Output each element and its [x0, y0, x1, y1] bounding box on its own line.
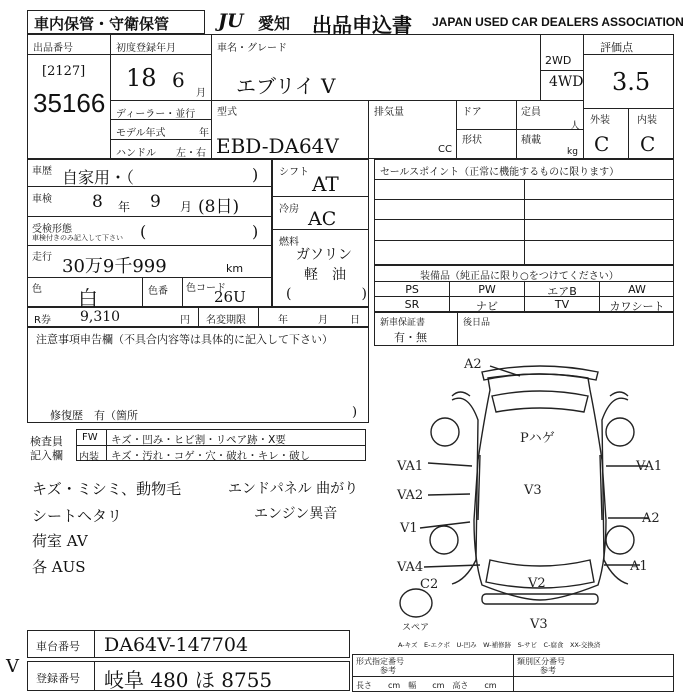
- fw-label: FW: [82, 432, 98, 443]
- note-line-1b: エンドパネル 曲がり: [228, 481, 359, 497]
- inspector-label: 検査員: [30, 435, 63, 448]
- lot-number: 35166: [33, 88, 106, 118]
- mark-a2-right: A2: [642, 511, 660, 526]
- car-name-value: エブリイ V: [236, 74, 336, 98]
- acceptance-label: 受検形態: [32, 224, 72, 235]
- mark-v2-rear: V2: [528, 576, 546, 591]
- naisou-label: 内装: [79, 452, 99, 463]
- mark-va4-left: VA4: [397, 560, 424, 575]
- reg-year: 18: [126, 64, 157, 92]
- wheel-front-right: [606, 418, 634, 446]
- mark-paint: Pハゲ: [520, 431, 555, 446]
- pointer-v1-left: [420, 522, 470, 528]
- spare-tire: [400, 589, 432, 617]
- fuel-label: 燃料: [279, 237, 299, 248]
- equipment-item: PS: [405, 283, 419, 296]
- inspection-label: 車検: [32, 194, 52, 205]
- equipment-item: TV: [554, 298, 570, 311]
- handle-label: ハンドル: [116, 148, 156, 159]
- shaken-year: 8: [92, 192, 103, 212]
- margin-check-mark: V: [6, 656, 19, 677]
- color-label: 色: [32, 284, 42, 295]
- note-line-1: キズ・ミシミ、動物毛: [32, 480, 182, 498]
- exterior-grade: C: [594, 132, 610, 156]
- recycle-value: 9,310: [80, 309, 121, 325]
- color-code-value: 26U: [214, 288, 246, 306]
- note-line-2: シートヘタリ: [32, 507, 123, 525]
- acceptance-open-paren: (: [140, 222, 147, 241]
- mileage-label: 走行: [32, 252, 52, 263]
- lot-no-label: 出品番号: [33, 43, 73, 54]
- dealer-parallel-label: ディーラー・並行: [116, 109, 196, 120]
- note-line-3: 荷室 AV: [32, 532, 88, 550]
- left-mirror: [452, 392, 470, 396]
- shaken-day: (8日): [198, 197, 240, 217]
- equipment-label: 装備品（純正品に限り○をつけてください）: [420, 271, 619, 282]
- car-name-label: 車名・グレード: [217, 43, 287, 54]
- fuel-paren: ( ): [286, 286, 367, 302]
- registration-label: 登録番号: [36, 672, 80, 685]
- right-mirror: [610, 392, 628, 396]
- reg-month-unit: 月: [196, 88, 206, 99]
- sales-point-label: セールスポイント（正常に機能するものに限ります）: [380, 167, 620, 178]
- logo-prefecture: 愛知: [258, 14, 291, 33]
- mark-v1-left: V1: [400, 521, 418, 536]
- equipment-item: AW: [628, 283, 646, 296]
- pointer-va1-left: [428, 463, 472, 466]
- nc-day: 日: [350, 315, 360, 326]
- equipment-item: エアB: [547, 285, 577, 298]
- back-date-label: 後日品: [463, 318, 491, 328]
- equipment-item: カワシート: [609, 300, 665, 313]
- naisou-items: キズ・汚れ・コゲ・穴・破れ・キレ・破し: [111, 450, 311, 462]
- drive-value: 4WD: [549, 74, 584, 90]
- category-ref: 参考: [540, 666, 556, 675]
- damage-legend: A-キズ E-エクボ U-凹み W-補修跡 S-サビ C-腐食 XX-交換済: [398, 641, 601, 649]
- equipment-item: PW: [478, 283, 496, 296]
- mark-c2: C2: [420, 577, 439, 592]
- wheel-rear-left: [430, 526, 458, 554]
- mark-va2-left: VA2: [397, 488, 424, 503]
- ac-label: 冷房: [279, 204, 299, 215]
- fuel-alt: 軽 油: [304, 267, 346, 283]
- nc-year: 年: [278, 315, 288, 326]
- shaken-month: 9: [150, 192, 161, 212]
- notes-title: 注意事項申告欄（不具合内容等は具体的に記入して下さい）: [36, 333, 333, 346]
- model-code: EBD-DA64V: [216, 134, 339, 158]
- handle-lr: 左・右: [176, 148, 206, 159]
- score-value: 3.5: [612, 68, 651, 96]
- drive-label: 2WD: [545, 54, 572, 67]
- form-title: 出品申込書: [312, 13, 412, 37]
- reg-month: 6: [172, 68, 185, 92]
- rear-bumper: [482, 594, 598, 604]
- dims-label: 長さ cm 幅 cm 高さ cm: [356, 681, 497, 690]
- new-car-cert-label: 新車保証書: [380, 318, 426, 328]
- color-value: 白: [78, 286, 98, 310]
- repair-history: 修復歴 有（箇所: [50, 409, 138, 422]
- form-cert-label: 形式指定番号: [356, 657, 404, 666]
- displacement-label: 排気量: [374, 107, 404, 118]
- shift-label: シフト: [279, 167, 309, 178]
- org-name: JAPAN USED CAR DEALERS ASSOCIATION: [432, 15, 684, 29]
- shape-label: 形状: [462, 135, 482, 146]
- cc-label: CC: [438, 144, 452, 155]
- wheel-front-left: [431, 418, 459, 446]
- nc-month: 月: [318, 315, 328, 326]
- acceptance-close-paren: ): [252, 222, 259, 241]
- category-no-label: 類別区分番号: [517, 657, 565, 666]
- recycle-yen: 円: [180, 315, 190, 326]
- color-code-label: 色コード: [186, 283, 226, 294]
- mark-va1-right: VA1: [636, 459, 663, 474]
- model-type-label: 型式: [217, 107, 237, 118]
- pointer-va2-left: [428, 494, 470, 495]
- mark-a2-top: A2: [464, 357, 482, 372]
- model-year-label: モデル年式: [116, 128, 166, 139]
- repair-close-paren: ): [352, 405, 358, 420]
- mileage-value: 30万9千999: [62, 256, 167, 277]
- mark-va1-left: VA1: [397, 459, 424, 474]
- shift-value: AT: [312, 172, 339, 196]
- registration-value: 岐阜 480 ほ 8755: [104, 668, 273, 692]
- first-reg-label: 初度登録年月: [116, 43, 176, 54]
- windshield: [492, 391, 588, 412]
- persons-label: 人: [570, 121, 580, 132]
- mark-a1-right: A1: [630, 559, 648, 574]
- entry-label: 記入欄: [30, 449, 63, 462]
- score-label: 評価点: [600, 41, 633, 54]
- history-close-paren: ): [252, 165, 259, 184]
- new-car-cert-yes-no: 有・無: [394, 331, 427, 344]
- ac-value: AC: [308, 208, 337, 230]
- shaken-year-unit: 年: [118, 200, 131, 214]
- kg-label: kg: [567, 147, 578, 157]
- shaken-month-unit: 月: [180, 200, 193, 214]
- lot-prefix: [2127]: [42, 64, 86, 79]
- chassis-label: 車台番号: [36, 640, 80, 653]
- recycle-label: R券: [34, 315, 51, 326]
- history-label: 車歴: [32, 166, 52, 177]
- load-label: 積載: [521, 135, 541, 146]
- spare-label: スペア: [402, 623, 430, 633]
- color-no-label: 色番: [148, 286, 168, 297]
- form-cert-ref: 参考: [380, 666, 396, 675]
- name-change-label: 名変期限: [206, 315, 246, 326]
- doors-label: ドア: [462, 107, 482, 118]
- wheel-rear-right: [606, 526, 634, 554]
- acceptance-note: 車検付きのみ記入して下さい: [32, 234, 123, 242]
- note-line-4: 各 AUS: [32, 558, 86, 576]
- right-side: [602, 398, 628, 584]
- mark-v3-roof: V3: [524, 483, 542, 498]
- km-label: km: [226, 262, 244, 275]
- chassis-value: DA64V-147704: [104, 634, 249, 656]
- interior-label: 内装: [637, 115, 657, 126]
- interior-grade: C: [640, 132, 656, 156]
- mark-v3-rear: V3: [530, 617, 548, 632]
- history-value: 自家用・（: [62, 168, 135, 187]
- note-line-2b: エンジン異音: [254, 506, 338, 522]
- exterior-label: 外装: [590, 115, 610, 126]
- capacity-label: 定員: [521, 107, 541, 118]
- equipment-item: ナビ: [476, 300, 498, 313]
- fw-items: キズ・凹み・ヒビ割・リペア跡・X要: [111, 434, 286, 446]
- model-year-unit: 年: [199, 128, 209, 139]
- storage-stamp-text: 車内保管・守衛保管: [34, 15, 170, 33]
- left-side: [452, 398, 478, 584]
- ju-logo-mark: JU: [218, 10, 244, 32]
- equipment-item: SR: [404, 298, 420, 311]
- front-bumper: [482, 366, 598, 380]
- fuel-value: ガソリン: [296, 247, 352, 263]
